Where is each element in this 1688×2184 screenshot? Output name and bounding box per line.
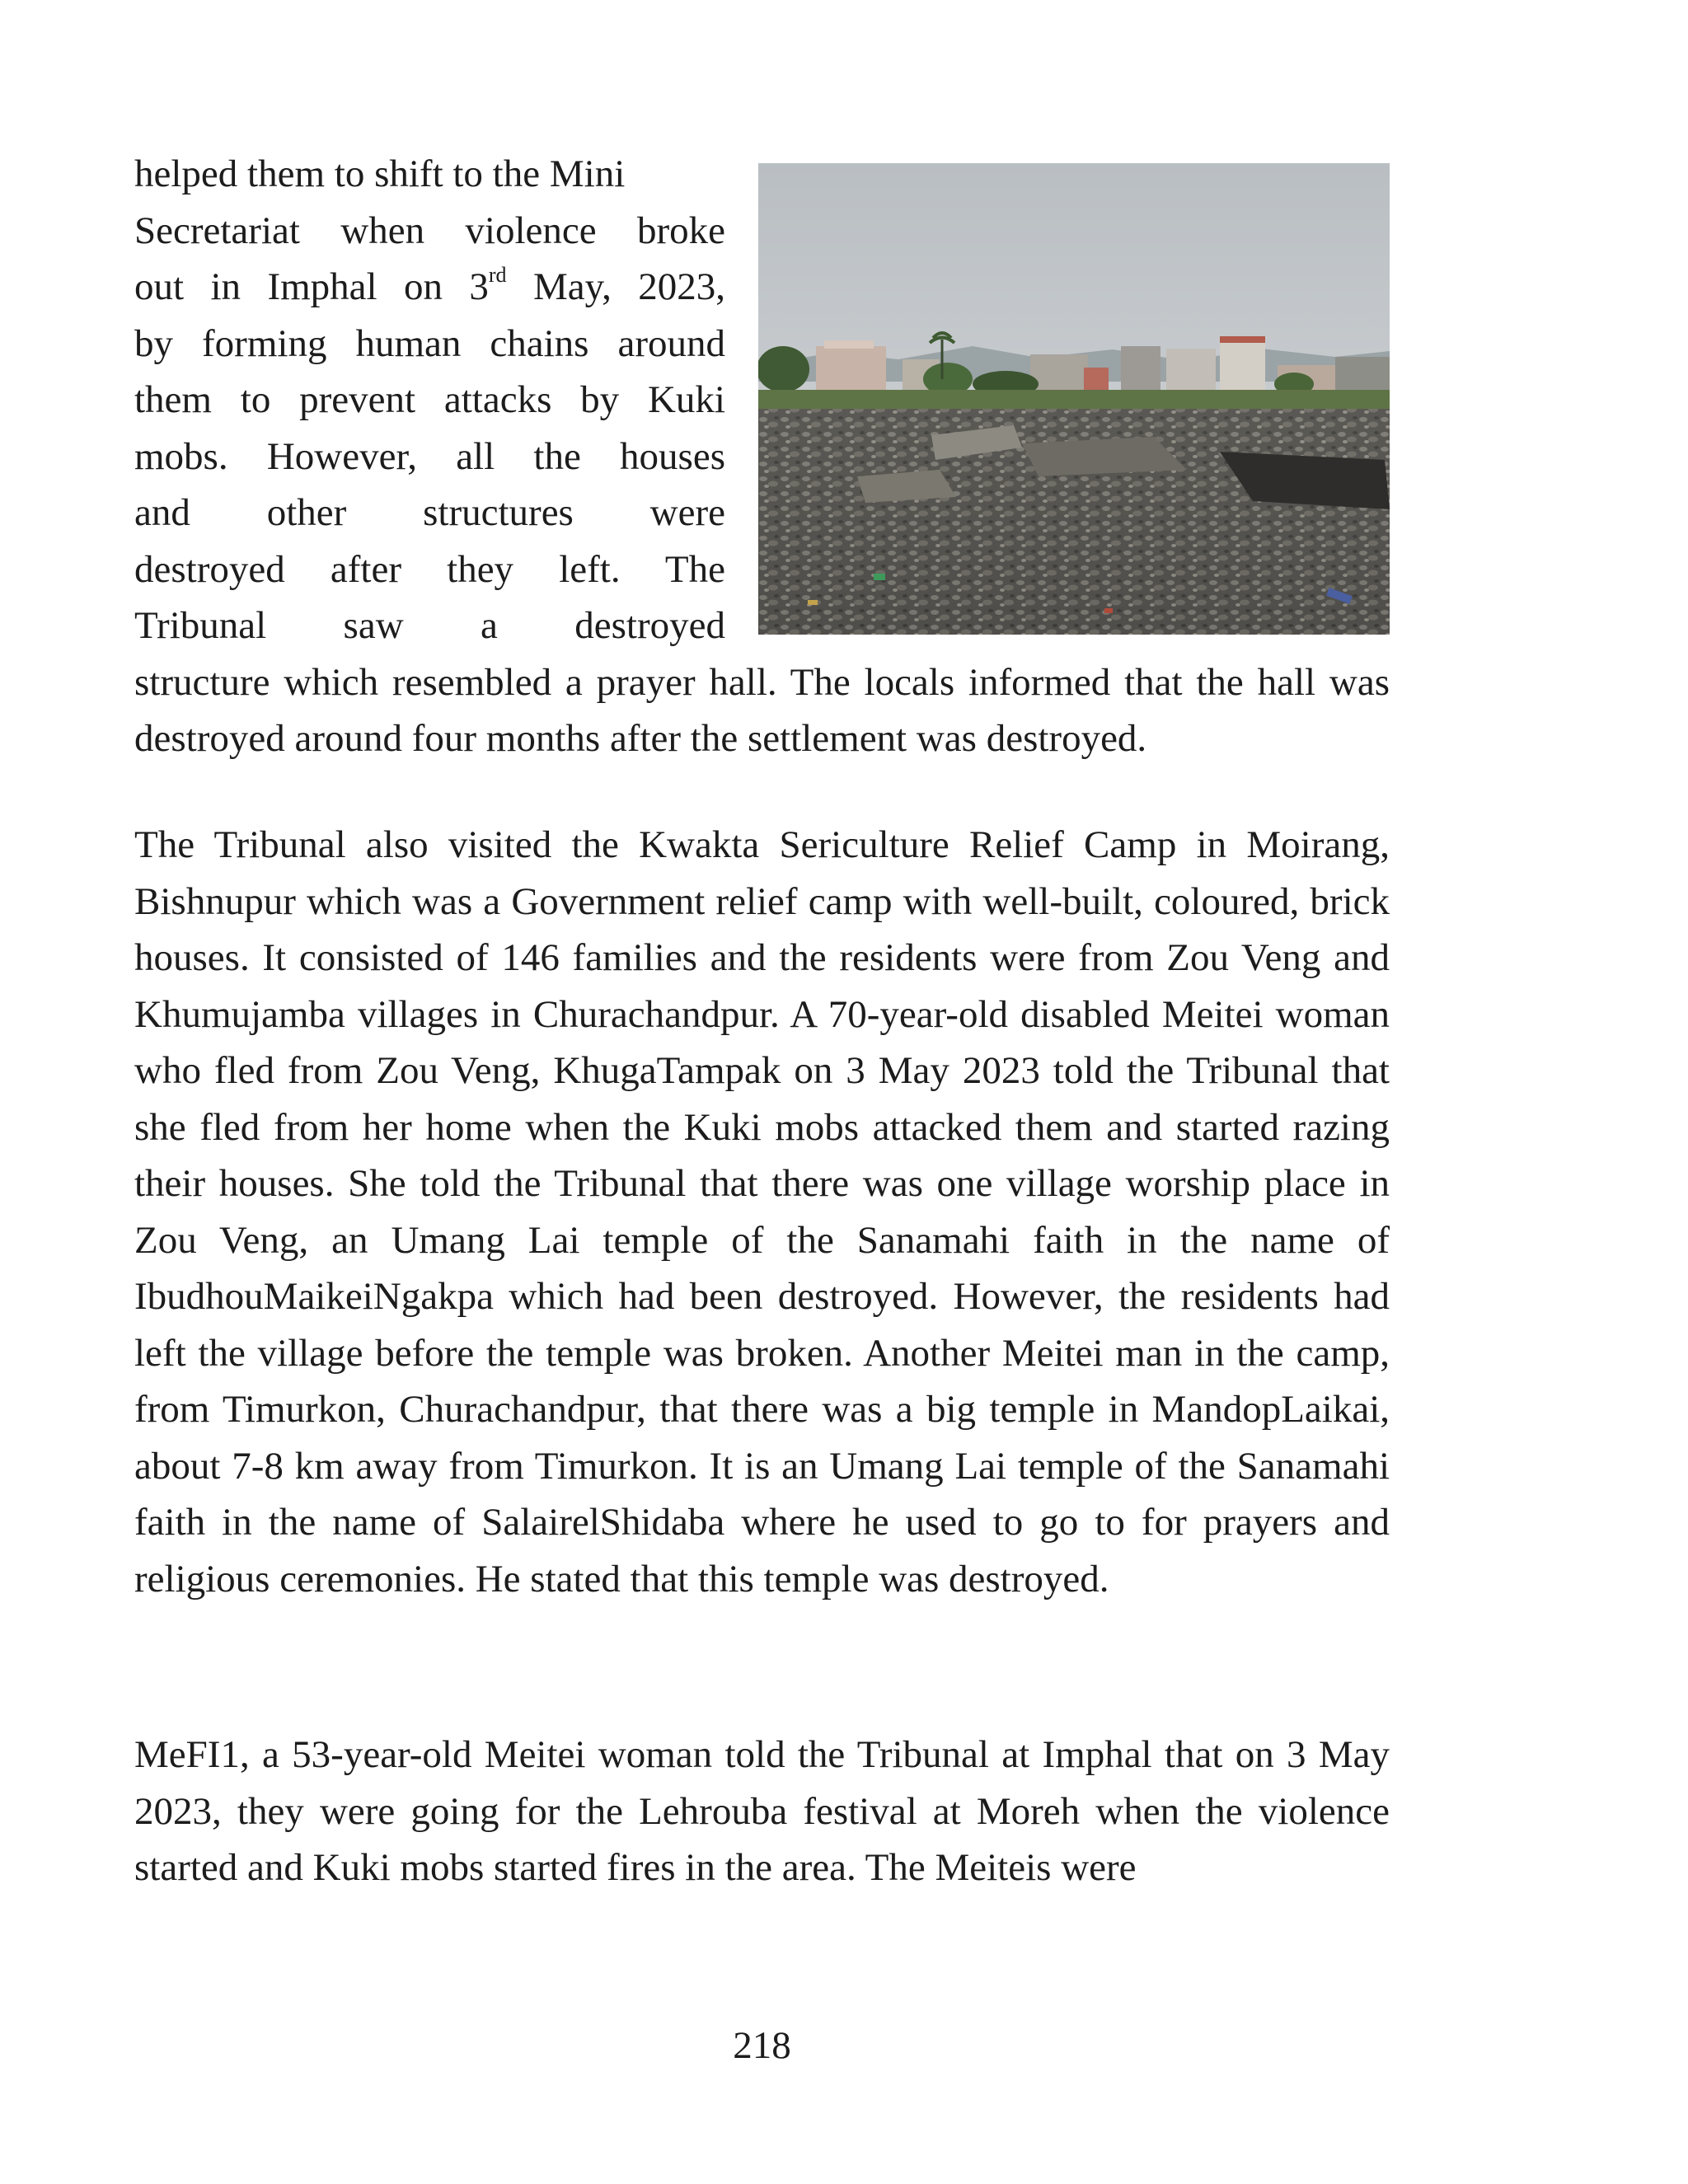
page-number: 218 <box>733 2024 791 2067</box>
text-line: them to prevent attacks by Kuki <box>134 378 725 421</box>
line-text: out in Imphal on 3 <box>134 265 489 308</box>
text-line: destroyed after they left. The <box>134 547 725 591</box>
ordinal-superscript: rd <box>488 263 507 288</box>
line-text: May, 2023, <box>506 265 725 308</box>
paragraph-1-continuation: structure which resembled a prayer hall. The locals informed that the hall was destroyed around four months after the settlement was destroyed. <box>134 660 1390 760</box>
text-line: mobs. However, all the houses <box>134 434 725 478</box>
text-line: by forming human chains around <box>134 321 725 365</box>
text-line <box>134 259 1390 316</box>
text-line <box>134 146 725 203</box>
text-line: Tribunal saw a destroyed <box>134 604 725 647</box>
paragraph-2: The Tribunal also visited the Kwakta Sericulture Relief Camp in Moirang, Bishnupur which was a Government relief camp with well-built, coloured, brick houses. It consisted of 146 families and the residents were from Zou Veng and Khumujamba villages in Churachandpur. A 70-year-old disabled Meitei woman who fled from Zou Veng, KhugaTampak on 3 May 2023 told the Tribunal that she fled from her home when the Kuki mobs attacked them and started razing their houses. She told the Tribunal that there was one village worship place in Zou Veng, an Umang Lai temple of the Sanamahi faith in the name of IbudhouMaikeiNgakpa which had been destroyed. However, the residents had left the village before the temple was broken. Another Meitei man in the camp, from Timurkon, Churachandpur, that there was a big temple in MandopLaikai, about 7-8 km away from Timurkon. It is an Umang Lai temple of the Sanamahi faith in the name of SalairelShidaba where he used to go to for prayers and religious ceremonies. He stated that this temple was destroyed. <box>134 823 1390 1601</box>
text-line: and other structures were <box>134 491 725 534</box>
paragraph-1 <box>134 146 1390 767</box>
line-text: helped them to shift to the Mini <box>134 152 626 195</box>
paragraph-3: MeFI1, a 53-year-old Meitei woman told the Tribunal at Imphal that on 3 May 2023, they were going for the Lehrouba festival at Moreh when the violence started and Kuki mobs started fires in the area. The Meiteis were <box>134 1733 1390 1889</box>
text-line: Secretariat when violence broke <box>134 209 725 252</box>
